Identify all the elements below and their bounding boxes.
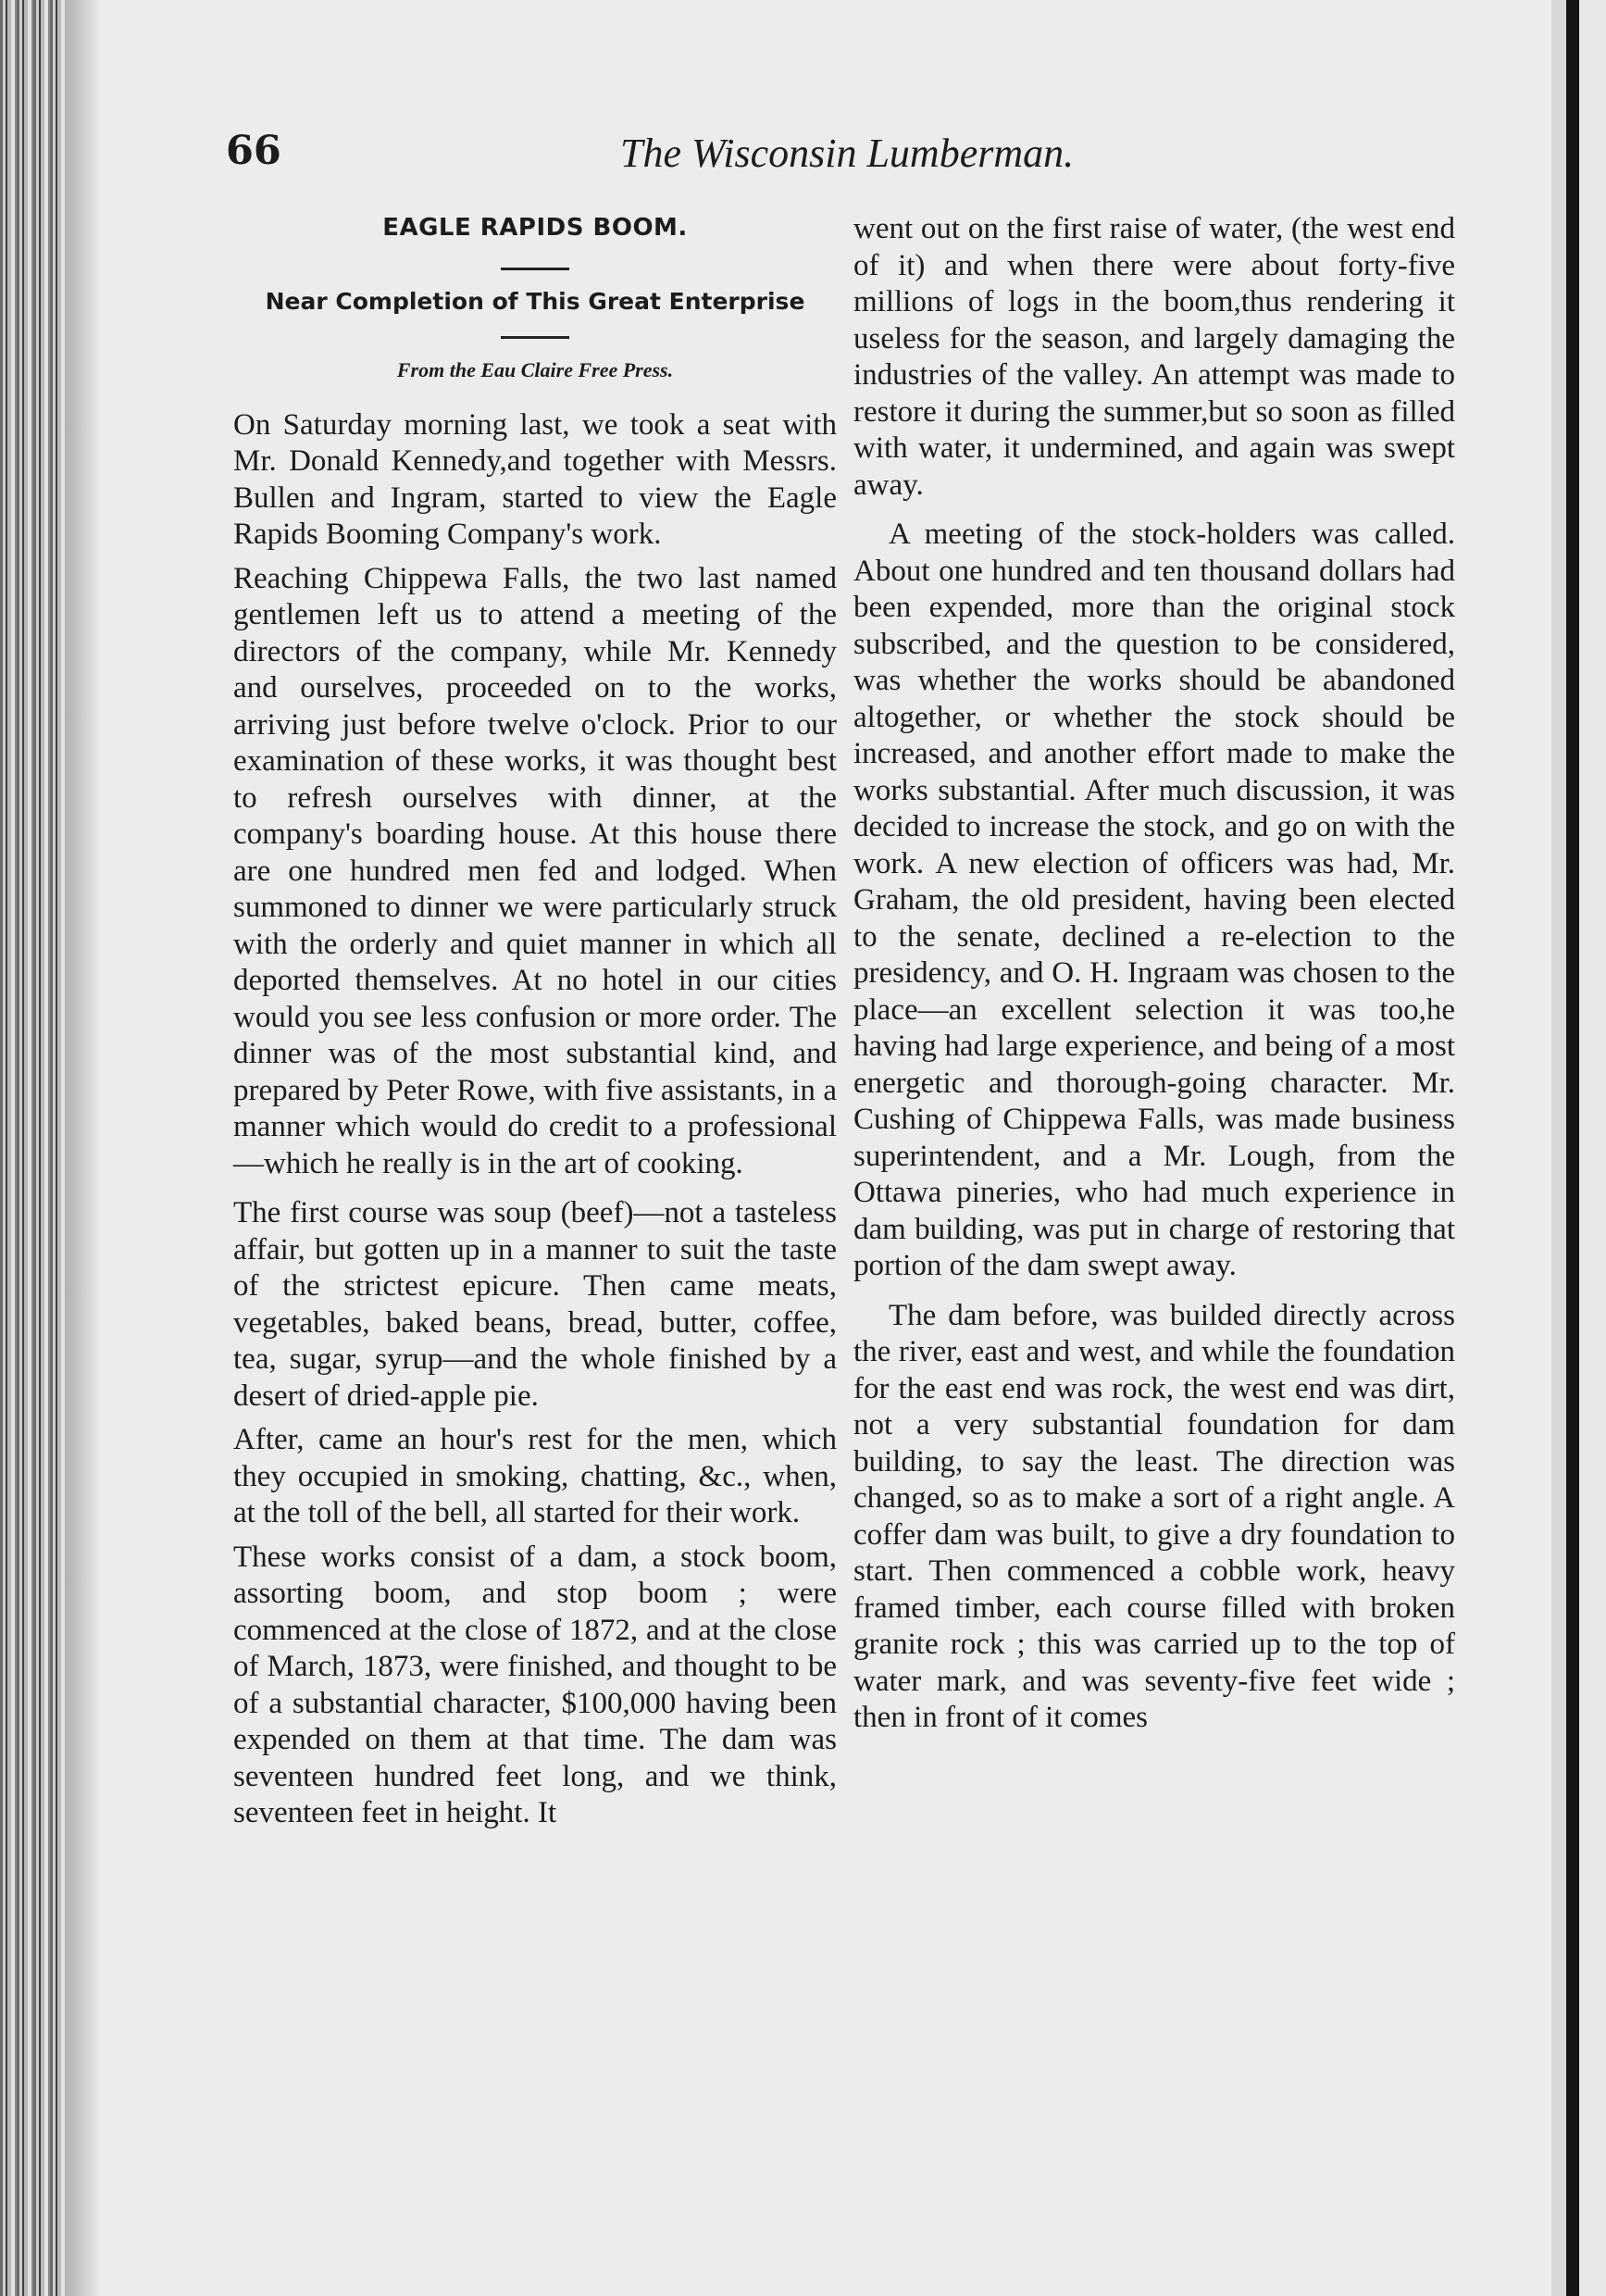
article-title: EAGLE RAPIDS BOOM. [382,214,688,242]
title-rule [501,268,569,270]
subtitle-rule [501,336,569,339]
page-number: 66 [226,128,281,174]
paragraph: A meeting of the stock-holders was called. About one hundred and ten thousand dollars had been expended, more than the original stock subscribed, and the question to be considered, was whether the works should be abandoned altogether, or whether the stock should be increased, and another effort made to make the works substantial. After much discussion, it was decided to increase the stock, and go on with the work. A new election of officers was had, Mr. Graham, the old president, having been elected to the senate, declined a re-election to the presidency, and O. H. Ingraam was chosen to the place—an excellent selection it was too,he having had large experience, and being of a most energetic and thorough-going character. Mr. Cushing of Chippewa Falls, was made business superintendent, and a Mr. Lough, from the Ottawa pineries, who had much experience in dam building, was put in charge of restoring that portion of the dam swept away. [853,518,1455,1282]
right-column [853,211,1455,1744]
paragraph: After, came an hour's rest for the men, which they occupied in smoking, chatting, &c., when, at the toll of the bell, all started for their work. [233,1423,837,1529]
paragraph: Reaching Chippewa Falls, the two last named gentlemen left us to attend a meeting of the directors of the company, while Mr. Kennedy and ourselves, proceeded on to the works, arriving just before twelve o'clock. Prior to our examination of these works, it was thought best to refresh ourselves with dinner, at the company's boarding house. At this house there are one hundred men fed and lodged. When summoned to dinner we were particularly struck with the orderly and quiet manner in which all deported themselves. At no hotel in our cities would you see less confusion or more order. The dinner was of the most substantial kind, and prepared by Peter Rowe, with five assistants, in a manner which would do credit to a professional—which he really is in the art of cooking. [233,561,837,1180]
paragraph: The first course was soup (beef)—not a tasteless affair, but gotten up in a manner to suit the taste of the strictest epicure. Then came meats, vegetables, baked beans, bread, butter, coffee, tea, sugar, syrup—and the whole finished by a desert of dried-apple pie. [233,1196,837,1413]
paragraph: The dam before, was builded directly across the river, east and west, and while the foundation for the east end was rock, the west end was dirt, not a very substantial foundation for dam building, to say the least. The direction was changed, so as to make a sort of a right angle. A coffer dam was built, to give a dry foundation to start. Then commenced a cobble work, heavy framed timber, each course filled with broken granite rock ; this was carried up to the top of water mark, and was seventy-five feet wide ; then in front of it comes [853,1298,1455,1734]
paragraph: These works consist of a dam, a stock boom, assorting boom, and stop boom ; were commenced at the close of 1872, and at the close of March, 1873, were finished, and thought to be of a substantial character, $100,000 having been expended on them at that time. The dam was seventeen hundred feet long, and we think, seventeen feet in height. It [233,1540,837,1829]
article-source: From the Eau Claire Free Press. [396,358,674,381]
book-binding-edge [0,0,65,2296]
left-column [233,208,837,1840]
running-head: The Wisconsin Lumberman. [620,131,1075,176]
article-subtitle: Near Completion of This Great Enterprise [265,287,805,315]
page-right-edge [1551,0,1606,2296]
paragraph: On Saturday morning last, we took a seat with Mr. Donald Kennedy,and together with Messrs. Bullen and Ingram, started to view the Eagle Rapids Booming Company's work. [233,407,837,551]
paragraph: went out on the first raise of water, (the west end of it) and when there were about forty-five millions of logs in the boom,thus rendering it useless for the season, and largely damaging the industries of the valley. An attempt was made to restore it during the summer,but so soon as filled with water, it undermined, and again was swept away. [853,212,1455,502]
binding-shadow [65,0,102,2296]
